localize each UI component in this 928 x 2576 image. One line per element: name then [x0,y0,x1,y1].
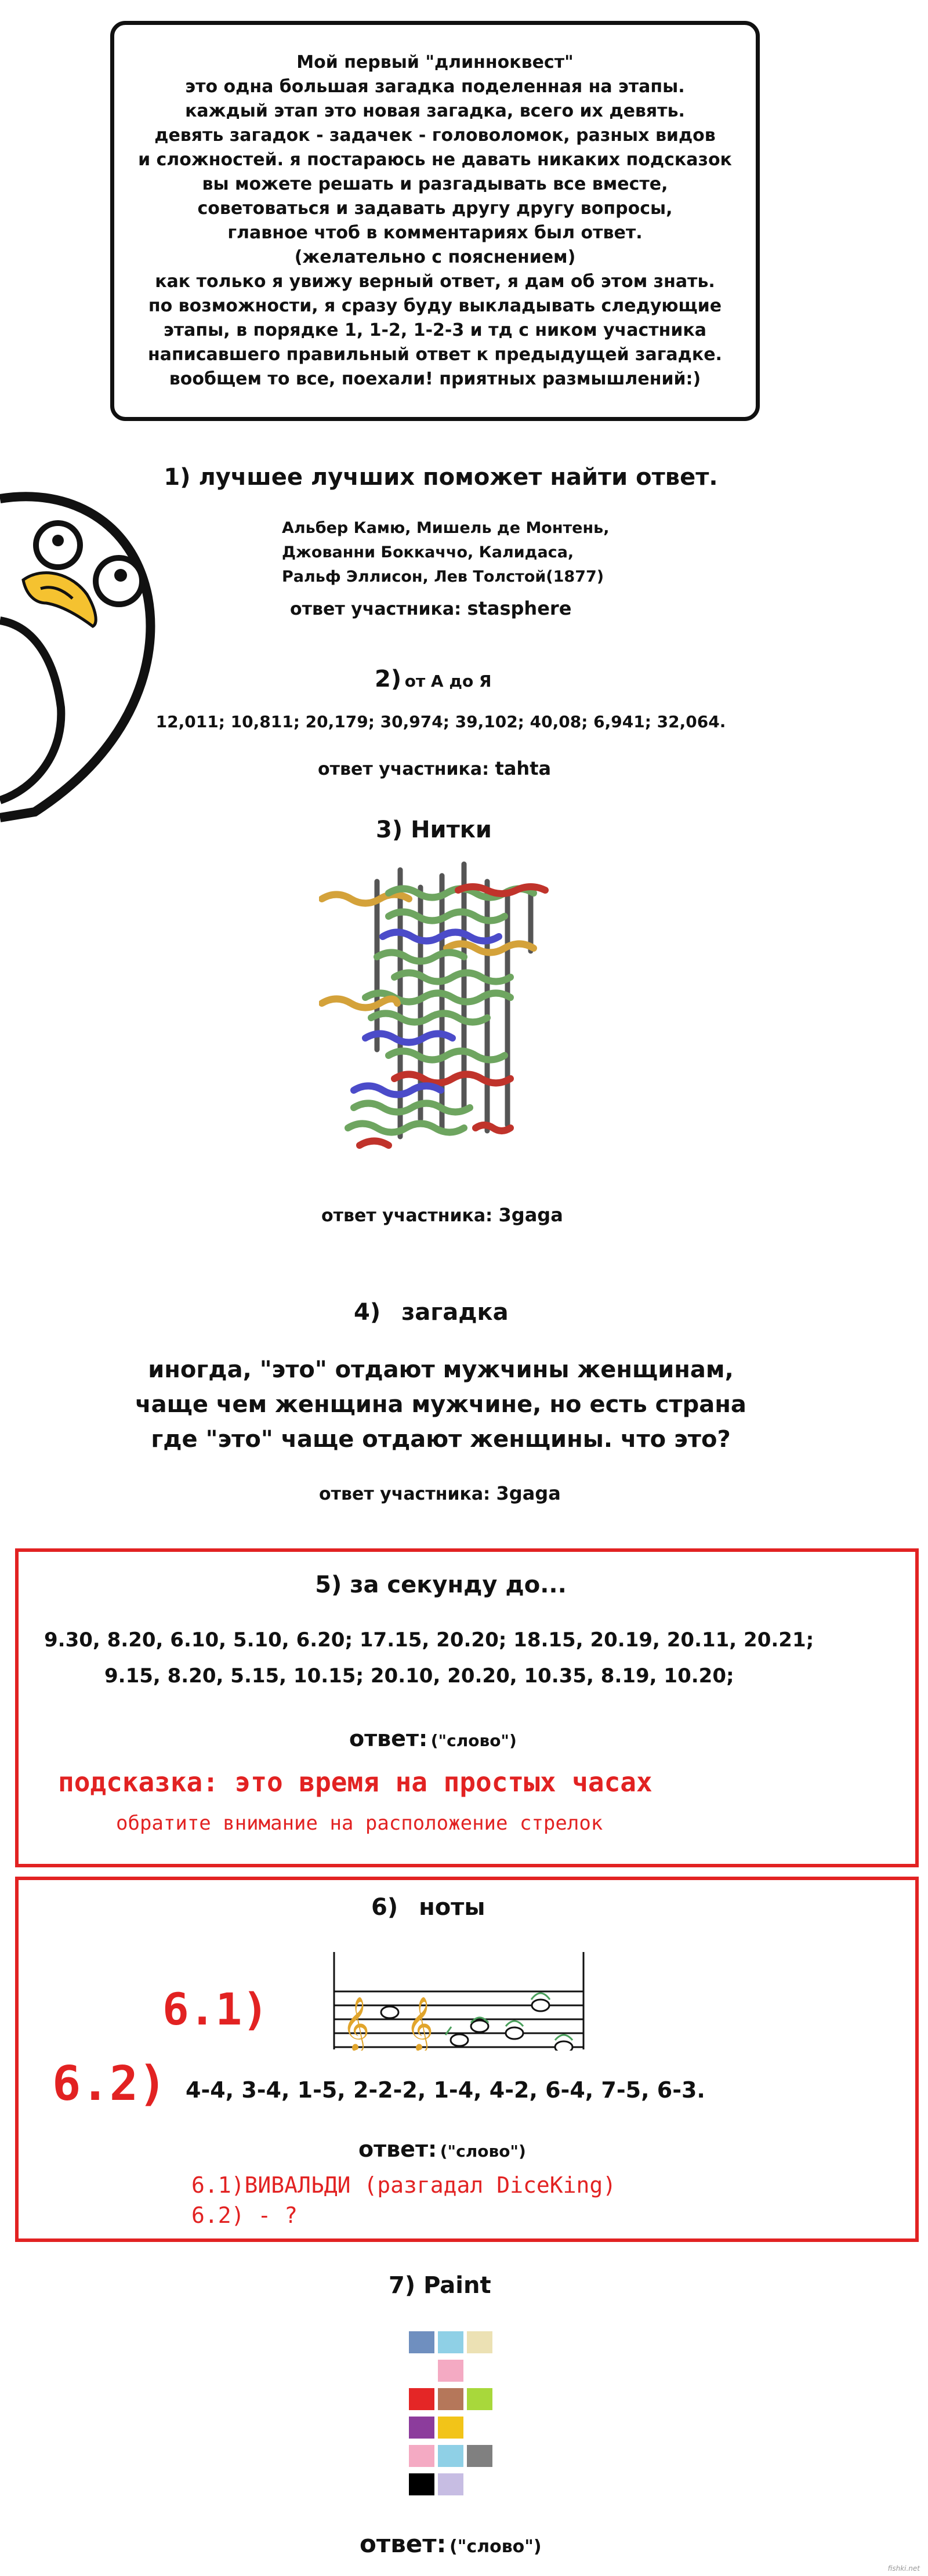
q6-result1: 6.1)ВИВАЛЬДИ (разгадал DiceKing) [191,2172,617,2198]
q5-hint1: подсказка: это время на простых часах [58,1766,652,1798]
q2-heading [375,666,492,692]
q1-author-line: Альбер Камю, Мишель де Монтень, [282,519,610,537]
q4-heading [354,1299,509,1326]
color-swatch [438,2360,463,2382]
intro-line: Мой первый "длинноквест" [296,52,574,72]
q5-answer [349,1726,517,1751]
q4-riddle-line: чаще чем женщина мужчине, но есть страна [135,1391,746,1418]
q6-number: 6) [371,1894,398,1921]
q4-title: загадка [401,1299,509,1326]
intro-line: это одна большая загадка поделенная на этапы. [185,77,685,97]
svg-text:𝄞: 𝄞 [342,1996,370,2050]
color-swatch [438,2417,463,2439]
q2-answer-label: ответ участника: [318,759,490,779]
q7-answer [360,2530,542,2558]
q6-sub1-label: 6.1) [162,1983,269,2035]
color-swatch [438,2473,463,2495]
color-swatch [409,2473,434,2495]
q1-title: лучшее лучших поможет найти ответ. [198,464,718,491]
q2-answer [318,757,551,779]
color-swatch [467,2388,492,2410]
q6-answer-hint: ("слово") [440,2142,526,2161]
color-swatch [438,2388,463,2410]
svg-text:𝄞: 𝄞 [406,1996,434,2050]
color-swatch [467,2445,492,2467]
q4-number: 4) [354,1299,381,1326]
q6-title: ноты [419,1894,485,1921]
q5-answer-label: ответ: [349,1726,428,1751]
color-swatch [409,2331,434,2353]
q1-answer-value: stasphere [467,597,572,619]
q3-answer [321,1204,563,1226]
color-swatch [409,2445,434,2467]
q6-heading [371,1894,485,1921]
intro-line: написавшего правильный ответ к предыдущей загадке. [148,344,722,365]
q1-answer-label: ответ участника: [290,599,462,619]
q6-results [191,2170,616,2230]
intro-box [110,21,760,421]
intro-line: каждый этап это новая загадка, всего их девять. [185,101,685,121]
threads-illustration [319,858,568,1160]
intro-line: (желательно с пояснением) [294,247,576,267]
music-staff [332,1952,587,2051]
q4-answer [319,1482,561,1504]
q7-number: 7) [389,2272,416,2299]
q4-riddle-line: иногда, "это" отдают мужчины женщинам, [148,1356,734,1383]
penguin-illustration [0,487,168,823]
q4-riddle-line: где "это" чаще отдают женщины. что это? [151,1426,731,1453]
q5-hint2: обратите внимание на расположение стрелок [116,1812,603,1835]
color-swatch [409,2417,434,2439]
watermark: fishki.net [887,2564,920,2573]
q6-sequence: 4-4, 3-4, 1-5, 2-2-2, 1-4, 4-2, 6-4, 7-5, 6-3. [186,2077,705,2103]
q4-answer-value: 3gaga [496,1482,561,1504]
q4-riddle [0,1352,882,1457]
q5-heading [0,1572,882,1598]
q3-answer-label: ответ участника: [321,1206,493,1226]
q3-answer-value: 3gaga [498,1204,563,1226]
q3-title: Нитки [411,817,492,843]
intro-line: девять загадок - задачек - головоломок, разных видов [154,125,716,146]
q5-title: за секунду до... [350,1572,567,1598]
intro-line: как только я увижу верный ответ, я дам об этом знать. [155,271,715,292]
q1-author-line: Джованни Боккаччо, Калидаса, [282,543,574,561]
intro-line: главное чтоб в комментариях был ответ. [227,223,643,243]
q7-answer-label: ответ: [360,2530,447,2558]
q1-authors [282,516,609,589]
q7-title: Paint [423,2272,491,2299]
q5-times-line2: 9.15, 8.20, 5.15, 10.15; 20.10, 20.20, 10.35, 8.19, 10.20; [104,1664,734,1688]
q2-answer-value: tahta [495,757,552,779]
intro-line: этапы, в порядке 1, 1-2, 1-2-3 и тд с ником участника [163,320,707,340]
q1-number: 1) [164,464,191,491]
q6-answer [358,2136,526,2162]
q3-number: 3) [376,817,403,843]
q7-answer-hint: ("слово") [449,2537,542,2557]
q2-title: от А до Я [404,672,492,691]
q3-heading [376,817,492,843]
intro-line: и сложностей. я постараюсь не давать никаких подсказок [138,150,732,170]
q1-answer [290,597,571,619]
q2-numbers: 12,011; 10,811; 20,179; 30,974; 39,102; 40,08; 6,941; 32,064. [155,712,726,731]
intro-line: вы можете решать и разгадывать все вместе, [202,174,668,194]
q1-author-line: Ральф Эллисон, Лев Толстой(1877) [282,568,604,586]
q5-answer-hint: ("слово") [430,1731,517,1750]
intro-line: по возможности, я сразу буду выкладывать следующие [148,296,722,316]
color-swatch [438,2445,463,2467]
intro-line: советоваться и задавать другу другу вопросы, [197,198,673,219]
color-palette [409,2331,502,2499]
intro-line: вообщем то все, поехали! приятных размышлений:) [169,369,701,389]
q7-heading [389,2272,491,2299]
q4-answer-label: ответ участника: [319,1484,491,1504]
color-swatch [438,2331,463,2353]
q6-sub2-label: 6.2) [52,2056,167,2111]
q6-result2: 6.2) - ? [191,2203,298,2228]
q6-answer-label: ответ: [358,2136,437,2162]
q5-number: 5) [315,1572,342,1598]
q5-times-line1: 9.30, 8.20, 6.10, 5.10, 6.20; 17.15, 20.20; 18.15, 20.19, 20.11, 20.21; [44,1628,814,1652]
color-swatch [409,2388,434,2410]
q2-number: 2) [375,666,402,692]
q1-heading [0,464,882,491]
color-swatch [467,2331,492,2353]
